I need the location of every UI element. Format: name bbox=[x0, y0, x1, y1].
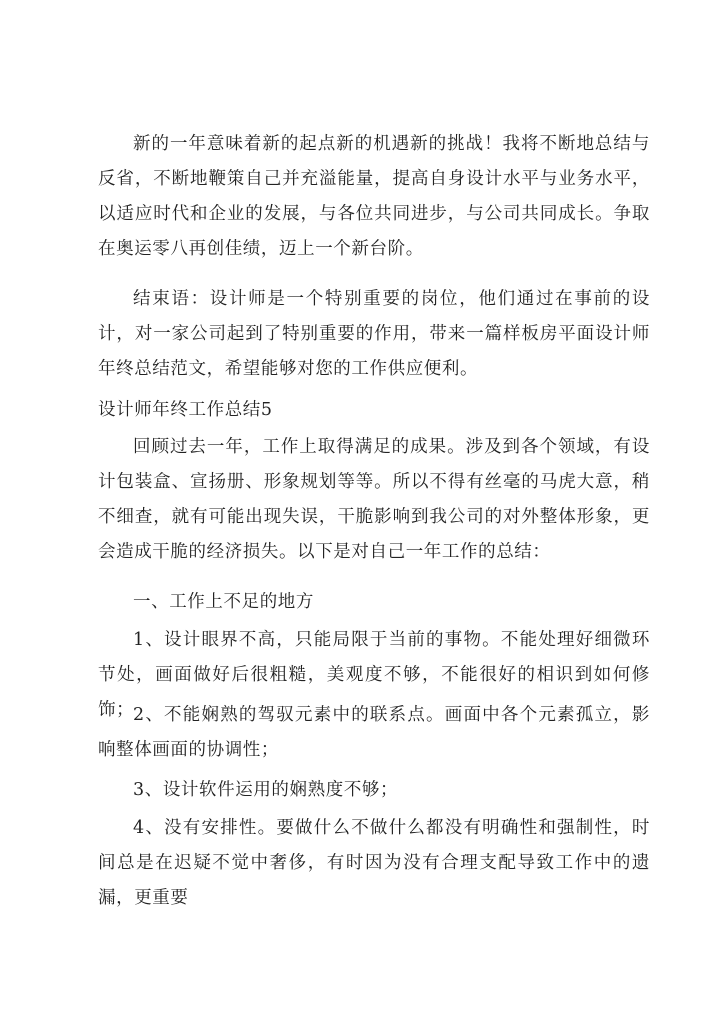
paragraph-conclusion: 结束语：设计师是一个特别重要的岗位，他们通过在事前的设计，对一家公司起到了特别重要的作用，带来一篇样板房平面设计师年终总结范文，希望能够对您的工作供应便利。 bbox=[98, 289, 650, 379]
paragraph-review: 回顾过去一年，工作上取得满足的成果。涉及到各个领域，有设计包装盒、宣扬册、形象规划等等。所以不得有丝毫的马虎大意，稍不细查，就有可能出现失误，干脆影响到我公司的对外整体形象，更会造成干脆的经济损失。以下是对自己一年工作的总结： bbox=[98, 437, 650, 562]
list-item-3: 3、设计软件运用的娴熟度不够； bbox=[133, 780, 399, 800]
heading-shortcomings: 一、工作上不足的地方 bbox=[133, 592, 314, 612]
list-item-1: 1、设计眼界不高，只能局限于当前的事物。不能处理好细微环节处，画面做好后很粗糙，美观度不够，不能很好的相识到如何修饰； bbox=[98, 630, 650, 720]
list-item-4: 4、没有安排性。要做什么不做什么都没有明确性和强制性，时间总是在迟疑不觉中奢侈，有时因为没有合理支配导致工作中的遗漏，更重要 bbox=[98, 818, 650, 908]
list-item-2: 2、不能娴熟的驾驭元素中的联系点。画面中各个元素孤立，影响整体画面的协调性； bbox=[98, 705, 650, 760]
paragraph-new-year: 新的一年意味着新的起点新的机遇新的挑战！我将不断地总结与反省，不断地鞭策自己并充溢能量，提高自身设计水平与业务水平，以适应时代和企业的发展，与各位共同进步，与公司共同成长。争取在奥运零八再创佳绩，迈上一个新台阶。 bbox=[98, 134, 650, 259]
section-title: 设计师年终工作总结5 bbox=[98, 400, 273, 420]
